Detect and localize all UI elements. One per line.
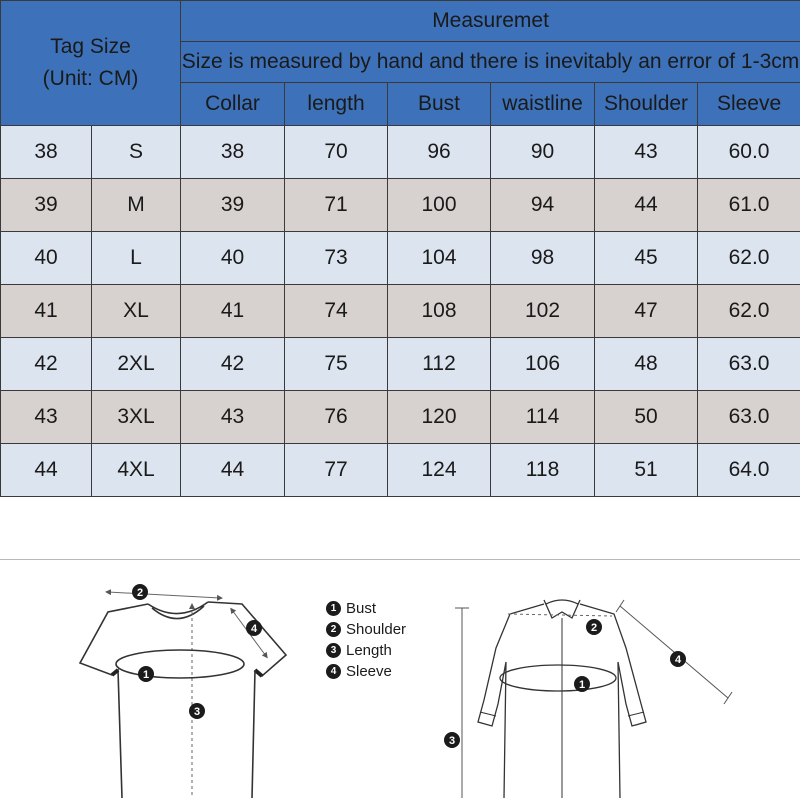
- measurement-cell: 96: [388, 126, 491, 179]
- measurement-cell: 90: [491, 126, 595, 179]
- size-cell: 3XL: [92, 391, 181, 444]
- size-cell: L: [92, 232, 181, 285]
- measurement-cell: 44: [181, 444, 285, 497]
- tag-cell: 41: [1, 285, 92, 338]
- legend-number-badge: 1: [326, 601, 341, 616]
- tag-size-label: Tag Size: [50, 35, 131, 58]
- measurement-cell: 39: [181, 179, 285, 232]
- tshirt-stripe-left: [112, 670, 118, 675]
- measurement-note: Size is measured by hand and there is inevitably an error of 1-3cm: [181, 42, 800, 83]
- table-row: [1, 338, 800, 391]
- measurement-cell: 63.0: [698, 391, 800, 444]
- legend-label: Bust: [346, 600, 377, 617]
- tag-cell: 38: [1, 126, 92, 179]
- measurement-cell: 120: [388, 391, 491, 444]
- table-row: [1, 232, 800, 285]
- shirt-cuff-left: [480, 712, 496, 716]
- measurement-cell: 94: [491, 179, 595, 232]
- legend-item: [326, 619, 406, 640]
- measurement-cell: 38: [181, 126, 285, 179]
- tag-cell: 39: [1, 179, 92, 232]
- tag-cell: 42: [1, 338, 92, 391]
- marker-sleeve-shirt-label: 4: [674, 654, 682, 666]
- legend-label: Length: [346, 642, 392, 659]
- measurement-cell: 50: [595, 391, 698, 444]
- legend-item: [326, 598, 406, 619]
- measurement-cell: 108: [388, 285, 491, 338]
- measurement-cell: 45: [595, 232, 698, 285]
- measurement-cell: 44: [595, 179, 698, 232]
- legend-item: [326, 640, 406, 661]
- shirt-body-left: [478, 604, 544, 798]
- table-row: [1, 391, 800, 444]
- measurement-cell: 40: [181, 232, 285, 285]
- tshirt-bust-ellipse: [116, 650, 244, 678]
- measurement-cell: 124: [388, 444, 491, 497]
- table-row: [1, 444, 800, 497]
- tag-size-header: [1, 1, 181, 126]
- legend-label: Shoulder: [346, 621, 407, 638]
- measurement-cell: 70: [285, 126, 388, 179]
- legend-number-badge: 3: [326, 643, 341, 658]
- column-header: length: [285, 83, 388, 126]
- measurement-cell: 75: [285, 338, 388, 391]
- tshirt-collar: [148, 602, 208, 619]
- tshirt-shoulder-line: [108, 592, 220, 598]
- measurement-cell: 71: [285, 179, 388, 232]
- measurement-cell: 62.0: [698, 232, 800, 285]
- measurement-cell: 51: [595, 444, 698, 497]
- size-cell: M: [92, 179, 181, 232]
- shirt-markers: [444, 619, 686, 748]
- measurement-cell: 100: [388, 179, 491, 232]
- measurement-cell: 43: [595, 126, 698, 179]
- size-cell: 4XL: [92, 444, 181, 497]
- column-header: Collar: [181, 83, 285, 126]
- measurement-cell: 43: [181, 391, 285, 444]
- column-header: Sleeve: [698, 83, 800, 126]
- marker-bust-shirt-label: 1: [578, 679, 586, 691]
- table-row: [1, 179, 800, 232]
- measurement-cell: 74: [285, 285, 388, 338]
- measurement-cell: 73: [285, 232, 388, 285]
- legend-item: [326, 661, 406, 682]
- measurement-cell: 63.0: [698, 338, 800, 391]
- measurement-cell: 64.0: [698, 444, 800, 497]
- shirt-cuff-right: [628, 712, 644, 716]
- measurement-cell: 102: [491, 285, 595, 338]
- shirt-sleeve-tick-top: [616, 600, 624, 612]
- measurement-cell: 98: [491, 232, 595, 285]
- measurement-cell: 60.0: [698, 126, 800, 179]
- legend-number-badge: 4: [326, 664, 341, 679]
- size-cell: XL: [92, 285, 181, 338]
- measurement-cell: 62.0: [698, 285, 800, 338]
- marker-shoulder-tshirt-label: 2: [136, 587, 144, 599]
- marker-length-tshirt-label: 3: [193, 706, 201, 718]
- legend-label: Sleeve: [346, 663, 392, 680]
- measurement-cell: 41: [181, 285, 285, 338]
- column-header: Shoulder: [595, 83, 698, 126]
- tshirt-stripe-right: [255, 670, 262, 676]
- marker-shoulder-shirt-label: 2: [590, 622, 598, 634]
- measurement-cell: 47: [595, 285, 698, 338]
- measurement-cell: 112: [388, 338, 491, 391]
- size-cell: S: [92, 126, 181, 179]
- measurement-cell: 114: [491, 391, 595, 444]
- marker-bust-tshirt-label: 1: [142, 669, 150, 681]
- measurement-cell: 104: [388, 232, 491, 285]
- legend-number-badge: 2: [326, 622, 341, 637]
- measurement-title: Measuremet: [181, 1, 800, 42]
- tag-cell: 44: [1, 444, 92, 497]
- shirt-shoulder-line: [508, 614, 612, 616]
- measurement-legend: [326, 598, 406, 682]
- measurement-cell: 77: [285, 444, 388, 497]
- measurement-cell: 61.0: [698, 179, 800, 232]
- measurement-cell: 106: [491, 338, 595, 391]
- measurement-cell: 42: [181, 338, 285, 391]
- measurement-cell: 118: [491, 444, 595, 497]
- tag-cell: 40: [1, 232, 92, 285]
- table-row: [1, 285, 800, 338]
- shirt-bust-ellipse: [500, 665, 616, 691]
- marker-length-shirt-label: 3: [448, 735, 456, 747]
- column-header: waistline: [491, 83, 595, 126]
- marker-sleeve-tshirt-label: 4: [250, 623, 258, 635]
- tshirt-side-right: [252, 670, 255, 798]
- size-cell: 2XL: [92, 338, 181, 391]
- table-row: [1, 126, 800, 179]
- shirt-sleeve-tick-bottom: [724, 692, 732, 704]
- tag-cell: 43: [1, 391, 92, 444]
- unit-label: (Unit: CM): [42, 67, 139, 90]
- measurement-cell: 76: [285, 391, 388, 444]
- measurement-cell: 48: [595, 338, 698, 391]
- column-header: Bust: [388, 83, 491, 126]
